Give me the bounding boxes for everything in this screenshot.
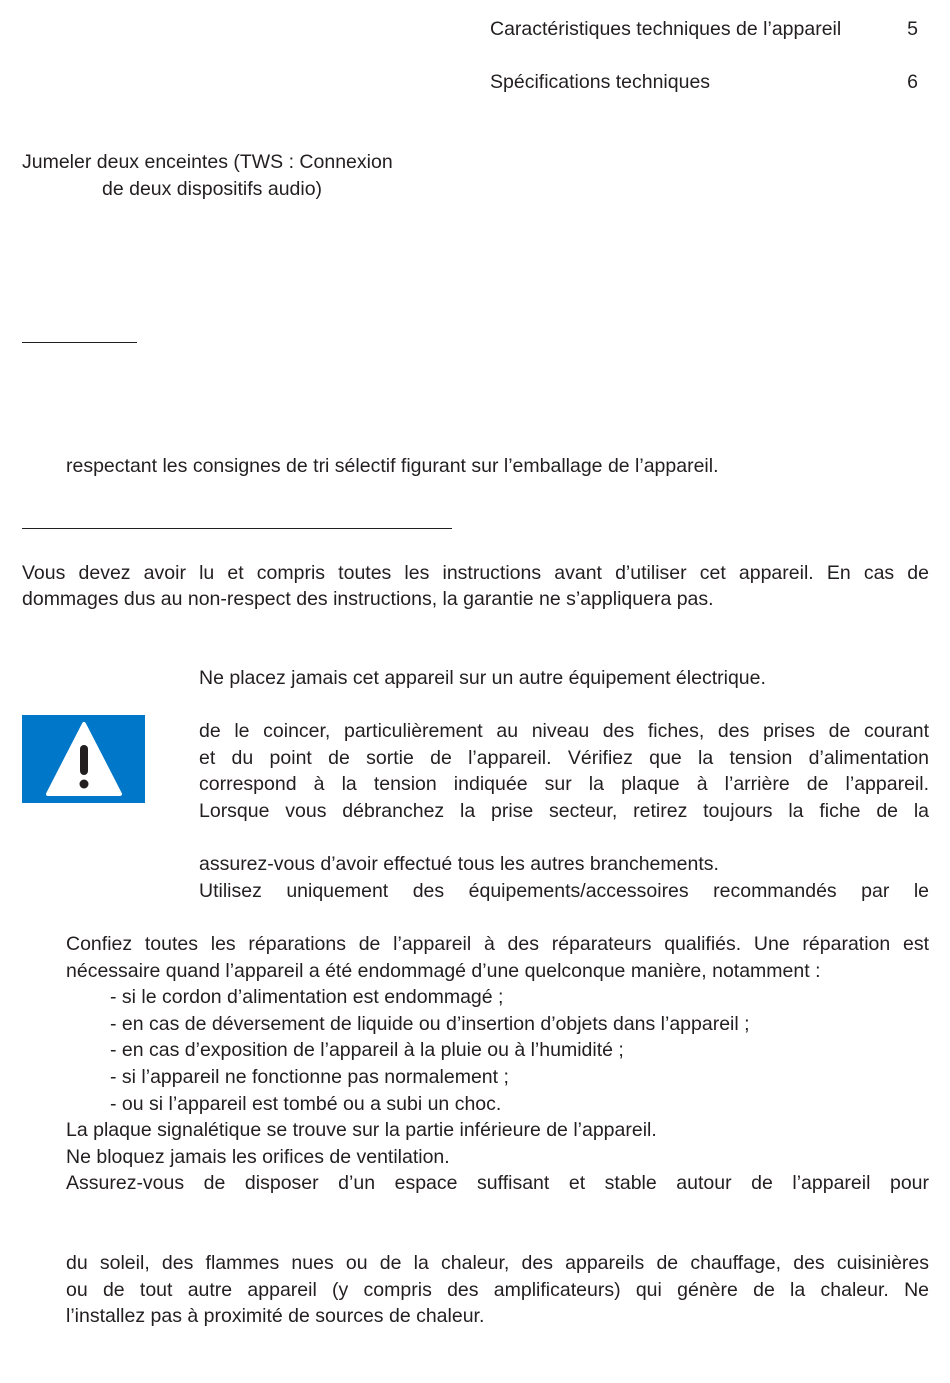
- recycling-text: respectant les consignes de tri sélectif figurant sur l’emballage de l’appareil.: [66, 455, 719, 477]
- repairs-line: Confiez toutes les réparations de l’appareil à des réparateurs qualifiés. Une réparation est: [66, 933, 929, 955]
- warning-icon-box: [22, 715, 145, 803]
- toc-entry-title: Spécifications techniques: [490, 71, 711, 93]
- tws-heading-line2: de deux dispositifs audio): [102, 178, 323, 200]
- toc-entry-title: Caractéristiques techniques de l’appareil: [490, 18, 842, 40]
- toc-entry-page: 6: [907, 71, 918, 93]
- ventilation-text: Ne bloquez jamais les orifices de ventilation.: [66, 1146, 450, 1168]
- repairs-list-item: - en cas d’exposition de l’appareil à la pluie ou à l’humidité ;: [110, 1039, 624, 1061]
- intro-line: dommages dus au non-respect des instructions, la garantie ne s’appliquera pas.: [22, 588, 714, 610]
- safety-cord-line: et du point de sortie de l’appareil. Vérifiez que la tension d’alimentation: [199, 747, 929, 769]
- tws-heading-line1: Jumeler deux enceintes (TWS : Connexion: [22, 151, 393, 173]
- repairs-list-item: - si le cordon d’alimentation est endommagé ;: [110, 986, 504, 1008]
- safety-cord-line: correspond à la tension indiquée sur la plaque à l’arrière de l’appareil.: [199, 773, 929, 795]
- intro-line: Vous devez avoir lu et compris toutes les instructions avant d’utiliser cet appareil. En cas de: [22, 562, 929, 584]
- heat-line: ou de tout autre appareil (y compris des amplificateurs) qui génère de la chaleur. Ne: [66, 1279, 929, 1301]
- safety-never-place: Ne placez jamais cet appareil sur un autre équipement électrique.: [199, 667, 766, 689]
- heat-line: du soleil, des flammes nues ou de la chaleur, des appareils de chauffage, des cuisinières: [66, 1252, 929, 1274]
- toc-entry-page: 5: [907, 18, 918, 40]
- heat-line: l’installez pas à proximité de sources de chaleur.: [66, 1305, 485, 1327]
- repairs-list-item: - en cas de déversement de liquide ou d’insertion d’objets dans l’appareil ;: [110, 1013, 750, 1035]
- repairs-line: nécessaire quand l’appareil a été endommagé d’une quelconque manière, notamment :: [66, 960, 821, 982]
- section-divider: [22, 342, 137, 343]
- rating-plate-text: La plaque signalétique se trouve sur la partie inférieure de l’appareil.: [66, 1119, 657, 1141]
- repairs-list-item: - ou si l’appareil est tombé ou a subi un choc.: [110, 1093, 502, 1115]
- repairs-list-item: - si l’appareil ne fonctionne pas normalement ;: [110, 1066, 509, 1088]
- safety-cord-line: de le coincer, particulièrement au niveau des fiches, des prises de courant: [199, 720, 929, 742]
- safety-cord-line: Lorsque vous débranchez la prise secteur, retirez toujours la fiche de la: [199, 800, 929, 822]
- section-divider: [22, 528, 452, 529]
- space-text: Assurez-vous de disposer d’un espace suffisant et stable autour de l’appareil pour: [66, 1172, 929, 1194]
- safety-accessories: Utilisez uniquement des équipements/accessoires recommandés par le: [199, 880, 929, 902]
- warning-triangle-icon: [45, 721, 123, 799]
- safety-connections: assurez-vous d’avoir effectué tous les autres branchements.: [199, 853, 719, 875]
